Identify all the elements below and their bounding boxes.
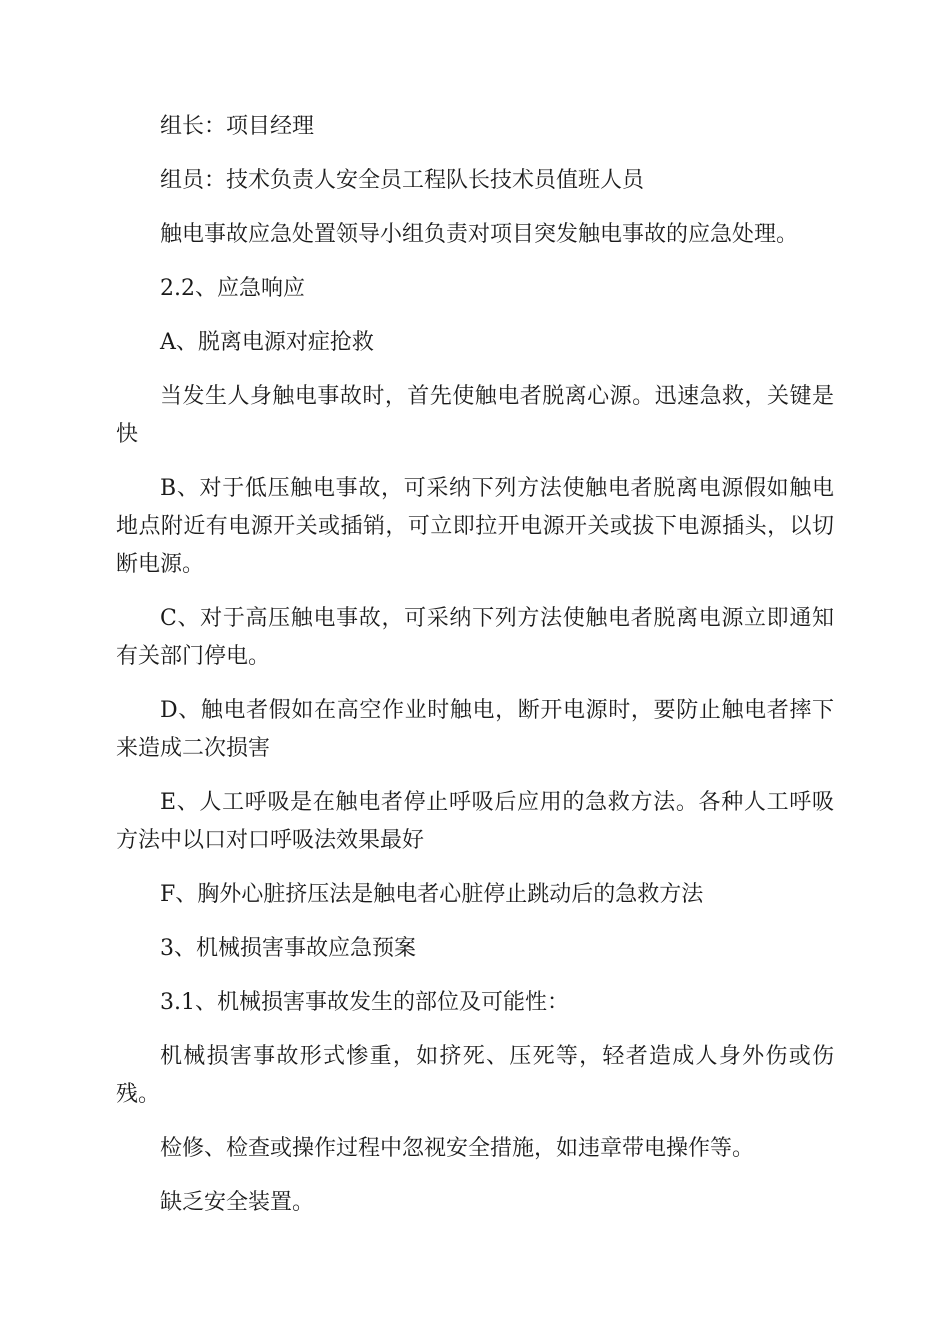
document-body xyxy=(116,108,834,1238)
item-a-heading: A、脱离电源对症抢救 xyxy=(160,330,374,355)
item-e-artificial-respiration: E、人工呼吸是在触电者停止呼吸后应用的急救方法。各种人工呼吸方法中以口对口呼吸法效果最好 xyxy=(116,790,834,853)
item-c-high-voltage: C、对于高压触电事故，可采纳下列方法使触电者脱离电源立即通知有关部门停电。 xyxy=(116,606,834,669)
item-d-high-altitude: D、触电者假如在高空作业时触电，断开电源时，要防止触电者摔下来造成二次损害 xyxy=(116,698,834,761)
item-f-chest-compression: F、胸外心脏挤压法是触电者心脏停止跳动后的急救方法 xyxy=(160,882,704,907)
section-heading-2-2: 2.2、应急响应 xyxy=(160,276,305,301)
section-heading-3: 3、机械损害事故应急预案 xyxy=(160,936,416,961)
paragraph-injury-forms: 机械损害事故形式惨重，如挤死、压死等，轻者造成人身外伤或伤残。 xyxy=(116,1044,834,1107)
paragraph-team-members: 组员：技术负责人安全员工程队长技术员值班人员 xyxy=(160,168,645,193)
section-heading-3-1: 3.1、机械损害事故发生的部位及可能性： xyxy=(160,990,569,1015)
paragraph-ignored-measures: 检修、检查或操作过程中忽视安全措施，如违章带电操作等。 xyxy=(160,1136,755,1161)
paragraph-leadership-duty: 触电事故应急处置领导小组负责对项目突发触电事故的应急处理。 xyxy=(160,222,799,247)
paragraph-lack-of-devices: 缺乏安全装置。 xyxy=(160,1190,315,1215)
paragraph-first-response: 当发生人身触电事故时，首先使触电者脱离心源。迅速急救，关键是快 xyxy=(116,384,834,447)
item-b-low-voltage: B、对于低压触电事故，可采纳下列方法使触电者脱离电源假如触电地点附近有电源开关或插销，可立即拉开电源开关或拔下电源插头，以切断电源。 xyxy=(116,476,834,577)
paragraph-team-leader: 组长：项目经理 xyxy=(160,114,315,139)
